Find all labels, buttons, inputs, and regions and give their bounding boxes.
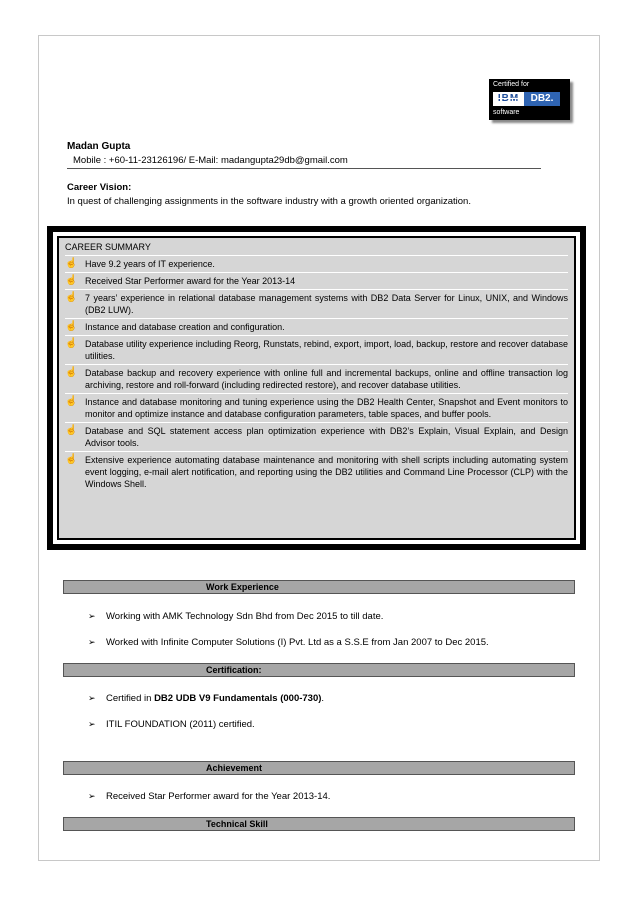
summary-item [65,422,568,451]
work-item [88,611,383,622]
work-experience-title: Work Experience [206,582,279,592]
career-vision-text: In quest of challenging assignments in the software industry with a growth oriented organization. [67,196,471,207]
hand-pointer-icon: ☝ [65,321,78,332]
certification-item-suffix: . [321,693,325,704]
hand-pointer-icon: ☝ [65,338,78,349]
hand-pointer-icon: ☝ [65,454,78,465]
ibm-db2-certification-logo [489,79,570,120]
summary-item [65,255,568,272]
work-item-text: Worked with Infinite Computer Solutions (I) Pvt. Ltd as a S.S.E from Jan 2007 to Dec 2015. [106,637,489,648]
achievement-item-text: Received Star Performer award for the Year 2013-14. [106,791,331,802]
summary-item [65,318,568,335]
career-vision-label: Career Vision: [67,182,132,193]
summary-item [65,272,568,289]
arrow-bullet-icon: ➢ [88,611,96,621]
arrow-bullet-icon: ➢ [88,637,96,647]
work-item-text: Working with AMK Technology Sdn Bhd from Dec 2015 to till date. [106,611,384,622]
ibm-logo: IBM [493,92,524,106]
summary-item-text: Have 9.2 years of IT experience. [85,259,215,269]
arrow-bullet-icon: ➢ [88,791,96,801]
certification-heading [63,663,575,677]
summary-item [65,289,568,318]
summary-item [65,364,568,393]
achievement-title: Achievement [206,763,263,773]
summary-item-text: Instance and database creation and configuration. [85,322,285,332]
certification-item-text: ITIL FOUNDATION (2011) certified. [106,719,255,730]
summary-item-text: Database and SQL statement access plan optimization experience with DB2’s Explain, Visual Explain, and Design Advisor tools. [85,426,568,448]
work-item [88,637,489,648]
summary-item-text: Database utility experience including Reorg, Runstats, rebind, export, import, load, backup, restore and recover database utilities. [85,339,568,361]
hand-pointer-icon: ☝ [65,292,78,303]
certification-item [88,693,324,704]
career-summary-title: CAREER SUMMARY [65,242,151,252]
arrow-bullet-icon: ➢ [88,719,96,729]
contact-line: Mobile : +60-11-23126196/ E-Mail: madangupta29db@gmail.com [67,155,541,169]
technical-skill-title: Technical Skill [206,819,268,829]
badge-software: software [493,109,520,116]
certification-item-name: DB2 UDB V9 Fundamentals (000-730) [154,693,322,704]
badge-certified-for: Certified for [493,81,530,88]
summary-item-text: Extensive experience automating database maintenance and monitoring with shell scripts including automating system event logging, e-mail alert notification, and reporting using the DB2 utilities and Command Line Processor (CLP) with the Windows Shell. [85,455,568,489]
hand-pointer-icon: ☝ [65,425,78,436]
summary-item-text: 7 years’ experience in relational database management systems with DB2 Data Server for Linux, UNIX, and Windows (DB2 LUW). [85,293,568,315]
achievement-item [88,791,330,802]
summary-item [65,451,568,492]
db2-logo: DB2. [524,92,560,106]
candidate-name: Madan Gupta [67,141,131,152]
summary-item [65,393,568,422]
arrow-bullet-icon: ➢ [88,693,96,703]
summary-item-text: Received Star Performer award for the Year 2013-14 [85,276,296,286]
technical-skill-heading [63,817,575,831]
summary-item-text: Instance and database monitoring and tuning experience using the DB2 Health Center, Snapshot and Event monitors to monitor and optimize instance and database configuration parameters, table spaces, and buffer pools. [85,397,568,419]
career-summary-box [47,226,586,550]
certification-item [88,719,255,730]
achievement-heading [63,761,575,775]
work-experience-heading [63,580,575,594]
hand-pointer-icon: ☝ [65,367,78,378]
hand-pointer-icon: ☝ [65,396,78,407]
hand-pointer-icon: ☝ [65,258,78,269]
certification-item-prefix: Certified in [106,693,155,704]
summary-item [65,335,568,364]
summary-item-text: Database backup and recovery experience with online full and incremental backups, online and offline transaction log archiving, restore and roll-forward (including redirected restore), and recover database utilities. [85,368,568,390]
hand-pointer-icon: ☝ [65,275,78,286]
certification-title: Certification: [206,665,262,675]
